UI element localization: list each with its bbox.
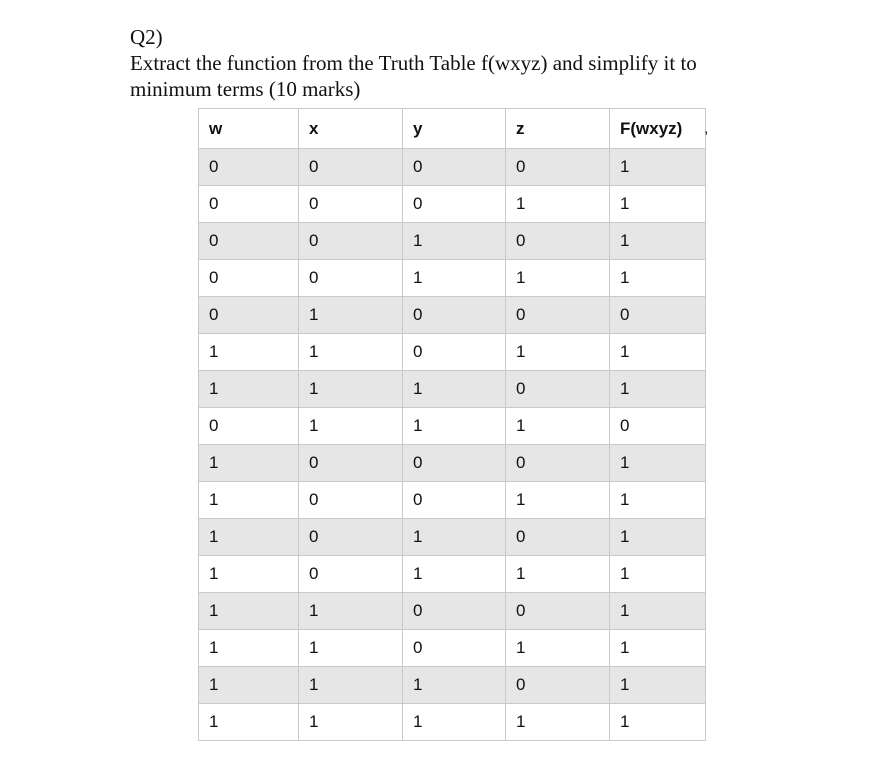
- cell-z: 0: [506, 297, 610, 334]
- question-text: [130, 24, 850, 102]
- cell-f: 1: [610, 630, 706, 667]
- cell-x: 0: [299, 260, 403, 297]
- cell-f: 1: [610, 593, 706, 630]
- cell-z: 0: [506, 371, 610, 408]
- cell-y: 1: [403, 704, 506, 741]
- cell-y: 1: [403, 667, 506, 704]
- cell-f: 1: [610, 704, 706, 741]
- cell-y: 1: [403, 223, 506, 260]
- question-number: Q2): [130, 25, 163, 49]
- cell-x: 0: [299, 186, 403, 223]
- cell-y: 0: [403, 445, 506, 482]
- cell-f: 1: [610, 260, 706, 297]
- cell-w: 0: [199, 149, 299, 186]
- cell-z: 0: [506, 223, 610, 260]
- header-x: x: [299, 109, 403, 149]
- cell-x: 0: [299, 519, 403, 556]
- cell-z: 0: [506, 445, 610, 482]
- cell-w: 0: [199, 260, 299, 297]
- cell-z: 1: [506, 704, 610, 741]
- cell-f: 1: [610, 186, 706, 223]
- cell-y: 0: [403, 482, 506, 519]
- header-w: w: [199, 109, 299, 149]
- cell-z: 1: [506, 408, 610, 445]
- question-line-2: minimum terms (10 marks): [130, 77, 361, 101]
- table-row: [199, 667, 706, 704]
- header-y: y: [403, 109, 506, 149]
- cell-x: 1: [299, 371, 403, 408]
- cell-y: 0: [403, 630, 506, 667]
- cell-z: 1: [506, 482, 610, 519]
- cell-w: 1: [199, 630, 299, 667]
- cell-x: 0: [299, 223, 403, 260]
- cell-w: 1: [199, 519, 299, 556]
- table-row: [199, 593, 706, 630]
- table-row: [199, 482, 706, 519]
- cell-f: 1: [610, 371, 706, 408]
- table-row: [199, 630, 706, 667]
- cell-z: 0: [506, 519, 610, 556]
- cell-f: 1: [610, 667, 706, 704]
- cell-w: 1: [199, 704, 299, 741]
- cell-w: 1: [199, 556, 299, 593]
- cell-w: 0: [199, 408, 299, 445]
- cell-f: 1: [610, 223, 706, 260]
- table-row: [199, 334, 706, 371]
- cell-w: 1: [199, 445, 299, 482]
- cell-f: 1: [610, 519, 706, 556]
- table-row: [199, 186, 706, 223]
- cell-y: 1: [403, 519, 506, 556]
- table-row: [199, 223, 706, 260]
- cell-x: 1: [299, 334, 403, 371]
- cell-z: 0: [506, 667, 610, 704]
- cell-x: 0: [299, 149, 403, 186]
- table-row: [199, 408, 706, 445]
- cell-y: 0: [403, 149, 506, 186]
- cell-y: 0: [403, 186, 506, 223]
- cell-f: 1: [610, 556, 706, 593]
- cell-x: 1: [299, 667, 403, 704]
- cell-w: 0: [199, 186, 299, 223]
- header-f: F(wxyz): [610, 109, 706, 149]
- cell-z: 1: [506, 630, 610, 667]
- stray-mark: ,: [704, 120, 709, 137]
- cell-z: 1: [506, 334, 610, 371]
- cell-z: 1: [506, 186, 610, 223]
- cell-y: 1: [403, 371, 506, 408]
- cell-y: 1: [403, 408, 506, 445]
- table-row: [199, 556, 706, 593]
- cell-x: 1: [299, 630, 403, 667]
- cell-x: 1: [299, 593, 403, 630]
- cell-x: 0: [299, 556, 403, 593]
- cell-w: 0: [199, 297, 299, 334]
- cell-w: 1: [199, 482, 299, 519]
- question-line-1: Extract the function from the Truth Table f(wxyz) and simplify it to: [130, 51, 697, 75]
- cell-y: 0: [403, 593, 506, 630]
- cell-x: 1: [299, 704, 403, 741]
- cell-y: 0: [403, 297, 506, 334]
- cell-f: 1: [610, 445, 706, 482]
- cell-y: 1: [403, 556, 506, 593]
- cell-w: 0: [199, 223, 299, 260]
- table-row: [199, 371, 706, 408]
- table-row: [199, 445, 706, 482]
- cell-x: 0: [299, 482, 403, 519]
- cell-f: 1: [610, 482, 706, 519]
- cell-z: 1: [506, 556, 610, 593]
- table-row: [199, 260, 706, 297]
- cell-w: 1: [199, 371, 299, 408]
- cell-f: 1: [610, 334, 706, 371]
- truth-table-header-row: [199, 109, 706, 149]
- cell-z: 1: [506, 260, 610, 297]
- cell-x: 1: [299, 408, 403, 445]
- cell-y: 1: [403, 260, 506, 297]
- cell-z: 0: [506, 149, 610, 186]
- cell-w: 1: [199, 593, 299, 630]
- cell-f: 0: [610, 408, 706, 445]
- cell-f: 0: [610, 297, 706, 334]
- truth-table-body: [199, 149, 706, 741]
- cell-f: 1: [610, 149, 706, 186]
- table-row: [199, 149, 706, 186]
- table-row: [199, 519, 706, 556]
- cell-y: 0: [403, 334, 506, 371]
- truth-table: [198, 108, 709, 741]
- cell-w: 1: [199, 334, 299, 371]
- cell-x: 1: [299, 297, 403, 334]
- header-z: z: [506, 109, 610, 149]
- cell-z: 0: [506, 593, 610, 630]
- cell-x: 0: [299, 445, 403, 482]
- cell-w: 1: [199, 667, 299, 704]
- table-row: [199, 704, 706, 741]
- table-row: [199, 297, 706, 334]
